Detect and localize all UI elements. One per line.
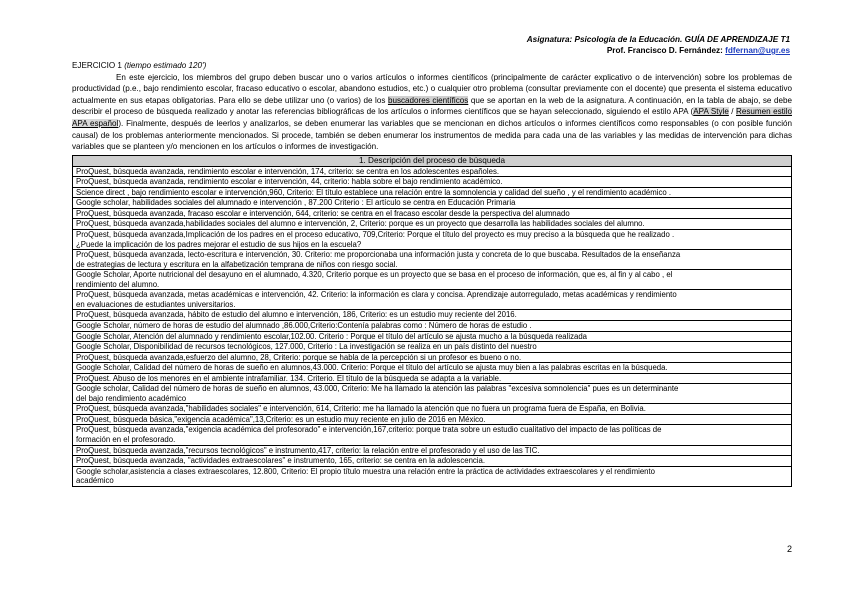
table-row [73,342,792,353]
search-entry-line: ProQuest, búsqueda avanzada, lecto-escritura e intervención, 30. Criterio: me proporcionaba una información justa y concreta de lo que buscaba. Resultados de la enseñanza [76,250,681,260]
search-entry [73,445,792,456]
exercise-heading [72,60,792,72]
exercise-title: EJERCICIO 1 [72,61,122,70]
search-entry-line: rendimiento del alumno. [76,279,160,289]
search-entry [73,363,792,374]
search-entry [73,352,792,363]
search-entry [73,456,792,467]
search-entry-line: del bajo rendimiento académico [76,393,187,403]
table-row [73,456,792,467]
search-entry-line: ProQuest, búsqueda básica,"exigencia académica",13,Criterio: es un estudio muy reciente en julio de 2016 en México. [76,414,486,424]
search-entry [73,342,792,353]
search-entry-line: Google Scholar, Calidad del número de horas de sueño en alumnos,43.000. Criterio: Porque el título del artículo se ajusta muy bien a las palabras escritas en la búsqueda. [76,363,668,373]
table-row [73,373,792,384]
search-entry-line: ProQuest, búsqueda avanzada,"habilidades sociales" e intervención, 614, Criterio: me ha llamado la atención que no fuera un programa fuera de España, en Bolivia. [76,404,646,414]
table-row [73,250,792,270]
instructions-part-c: ). Finalmente, después de leerlos y analizarlos, se deben enumerar las variables que se mencionan en dichos artículos o informes científicos como responsables (o con posible función causal) de los problemas anteriormente mencionados. Si procede, también se deben enumerar los instrumentos de medida para cada una de las variables y las medidas de intervención para dichas variables que se planteen y/o mencionen en los artículos o informes de investigación. [72,118,792,152]
search-entry-line: Google Scholar, Aporte nutricional del desayuno en el alumnado, 4.320, Criterio porque es un proyecto que se basa en el proceso de información, que es, al fin y al cabo , el [76,270,673,280]
instructions-part-a: En este ejercicio, los miembros del grupo deben buscar uno o varios artículos o informes científicos (principalmente de carácter explicativo o de intervención) sobre los problemas de productividad (p.e., bajo rendimiento escolar, fracaso educativo o escolar, abandono estudios, etc.) o cualquier otro problema (consultar previamente con el docente) que presenta el sistema educativo actualmente en sus etapas obligatorias. Para ello se debe utilizar uno (o varios) de los [72,72,792,105]
search-entry-line: ProQuest, búsqueda avanzada,"recursos tecnológicos" e instrumento,417, criterio: la relación entre el profesorado y el uso de las TIC. [76,445,540,455]
search-entry [73,404,792,415]
table-row [73,352,792,363]
apa-style-link[interactable]: APA Style [693,107,729,117]
professor-name: Prof. Francisco D. Fernández: [606,46,723,55]
search-entry-line: ProQuest, búsqueda avanzada, fracaso escolar e intervención, 644, criterio: se centra en el fracaso escolar desde la perspectiva del alumnado [76,208,570,218]
search-entry [73,187,792,198]
table-row [73,331,792,342]
table-row [73,310,792,321]
email-link[interactable]: fdfernan@ugr.es [725,46,790,55]
search-entry-line: ProQuest, búsqueda avanzada,"exigencia académica del profesorado" e intervención,167,criterio: porque trata sobre un estudio cualitativo del impacto de las políticas de [76,425,662,435]
table-header-row [73,155,792,166]
search-entry [73,310,792,321]
search-entry [73,331,792,342]
search-entry [73,373,792,384]
search-entry-line: Google Scholar, número de horas de estudio del alumnado ,86.000,Criterio:Contenía palabras como : Número de horas de estudio . [76,320,532,330]
search-entry-line: Science direct , bajo rendimiento escolar e intervención,960, Criterio: El título establece una relación entre la somnolencia y calidad del sueño , y el rendimiento académico . [76,187,672,197]
search-entry-line: ¿Puede la implicación de los padres mejorar el estudio de sus hijos en la escuela? [76,239,362,249]
search-entry-line: ProQuest, búsqueda avanzada, hábito de estudio del alumno e intervención, 186, Criterio: es un estudio muy reciente del 2016. [76,310,517,320]
search-entry [73,166,792,177]
table-row [73,166,792,177]
search-entry-line: formación en el profesorado. [76,434,176,444]
search-entry-line: Google scholar,asistencia a clases extraescolares, 12.800, Criterio: El propio título muestra una relación entre la práctica de actividades extraescolares y el rendimiento [76,466,656,476]
table-row [73,187,792,198]
search-entry-line: ProQuest, búsqueda avanzada,habilidades sociales del alumno e intervención, 2, Criterio: porque es un proyecto que desarrolla las habilidades sociales del alumno. [76,219,645,229]
page-header [527,34,790,56]
apa-summary-link[interactable]: Resumen estilo APA español [72,107,792,128]
search-entry [73,290,792,310]
time-estimate: (tiempo estimado 120') [124,61,207,70]
search-entry-line: ProQuest, búsqueda avanzada, rendimiento escolar e intervención, 44, criterio: habla sobre el bajo rendimiento académico. [76,177,503,187]
table-row [73,414,792,425]
subject-line: Asignatura: Psicología de la Educación. GUÍA DE APRENDIZAJE T1 [526,35,790,44]
table-heading: 1. Descripción del proceso de búsqueda [73,155,792,166]
search-entry-line: académico [76,476,114,486]
search-entry-line: ProQuest, búsqueda avanzada,Implicación de los padres en el proceso educativo, 709,Criterio: Porque el título del proyecto es muy preciso a la búsqueda que he realizado . [76,230,675,240]
table-row [73,270,792,290]
search-entry [73,320,792,331]
table-row [73,230,792,250]
instructions-part-b: que se aportan en la web de la asignatura. A continuación, en la tabla de abajo, se debe describir el proceso de búsqueda realizado y anotar las referencias bibliográficas de los artículos o informes científicos que se hayan seleccionado, siguiendo el estilo APA ( [72,95,792,117]
search-entry [73,425,792,445]
search-entry-line: Google Scholar, Atención del alumnado y rendimiento escolar,102.00. Criterio : Porque el título del artículo se ajusta mucho a la búsqueda realizada [76,331,588,341]
search-entry-line: Google scholar, habilidades sociales del alumnado e intervención , 87.200 Criterio : El artículo se centra en Educación Primaria [76,198,516,208]
document-body [72,60,792,487]
search-entry [73,208,792,219]
scientific-search-link[interactable]: buscadores científicos [387,95,469,105]
table-row [73,445,792,456]
professor-line [527,45,790,56]
search-entry [73,250,792,270]
table-row [73,177,792,188]
search-entry-line: ProQuest, búsqueda avanzada, metas académicas e intervención, 42. Criterio: la información es clara y concisa. Aprendizaje autorregulado, metas académicas y rendimiento [76,290,677,300]
page-number: 2 [786,544,792,554]
table-row [73,466,792,486]
search-entry [73,384,792,404]
search-entry-line: ProQuest. Abuso de los menores en el ambiente intrafamiliar. 134. Criterio. El título de la búsqueda se adapta a la variable. [76,373,502,383]
table-row [73,198,792,209]
table-row [73,219,792,230]
search-process-table [72,155,792,487]
search-entry [73,414,792,425]
table-row [73,320,792,331]
search-rows [73,166,792,486]
table-row [73,384,792,404]
table-row [73,290,792,310]
search-entry-line: de estrategias de lectura y escritura en la alfabetización temprana de niños con riesgo social. [76,259,398,269]
search-entry [73,466,792,486]
search-entry [73,219,792,230]
exercise-instructions [72,72,792,153]
table-row [73,208,792,219]
search-entry [73,270,792,290]
search-entry [73,177,792,188]
search-entry-line: ProQuest, búsqueda avanzada, rendimiento escolar e intervención, 174, criterio: se centra en los adolescentes españoles. [76,166,500,176]
search-entry-line: ProQuest, búsqueda avanzada, "actividades extraescolares" e instrumento, 165, criterio: se centra en la adolescencia. [76,456,486,466]
search-entry [73,198,792,209]
search-entry-line: Google scholar, Calidad del número de horas de sueño en alumnos, 43.000, Criterio: Me ha llamado la atención las palabras "excesiva somnolencia" pues es un determinante [76,384,679,394]
table-row [73,425,792,445]
table-row [73,404,792,415]
search-entry [73,230,792,250]
link-separator: / [728,107,736,117]
table-row [73,363,792,374]
search-entry-line: ProQuest, búsqueda avanzada,esfuerzo del alumno, 28, Criterio: porque se habla de la percepción si un profesor es bueno o no. [76,352,522,362]
search-entry-line: en evaluaciones de estudiantes universitarios. [76,299,236,309]
search-entry-line: Google Scholar, Disponibilidad de recursos tecnológicos, 127.000, Criterio : La investigación se realiza en un país distinto del nuestro [76,342,537,352]
